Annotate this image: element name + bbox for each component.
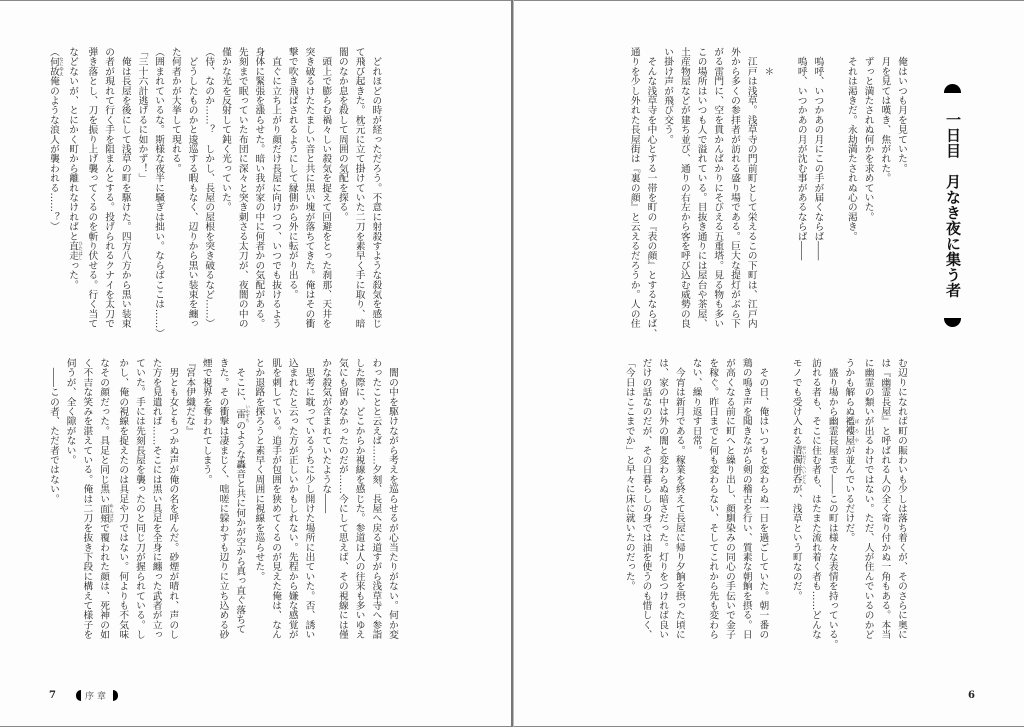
- text-column: 先刻まで眠っていた布団に深々と突き刺さる太刀が、夜闇の中の: [236, 47, 248, 329]
- text-column: 弾き落とし、刀を振り上げ襲ってくるのを斬り伏せる。行く当て: [86, 47, 98, 329]
- text-column: とか退路を探ろうと素早く周囲に視線を巡らせた。: [253, 358, 265, 582]
- page-number-right: 6: [968, 690, 975, 701]
- text-column: む辺りになれば町の賑わいも少しは落ち着くが、そのさらに奥に: [896, 358, 907, 640]
- text-column: 思考に耽っているうちに少し開けた場所に出ていた。否、誘い: [303, 358, 315, 640]
- right-page-upper-tier: [625, 47, 909, 337]
- text-column: がる雷門に、空を貫かんばかりにそびえる五重塔。見る物も多い: [712, 47, 724, 329]
- text-column: そんな浅草寺を中心とする一帯を町の『表の顔』とするならば、: [645, 47, 657, 338]
- text-column: 闇の中を駆けながら考えを巡らせるが心当たりがない。何か変: [387, 358, 398, 640]
- running-head-label: 序章: [85, 692, 110, 702]
- text-column: 肌を刺している。追手が包囲を狭めてくるのが見えた俺は、なん: [270, 358, 282, 640]
- ruby-reading: せいだくへいどん: [801, 445, 807, 485]
- text-column: ていた。手には先刻長屋を襲ったのと同じ刀が握られている。し: [133, 358, 145, 640]
- text-column: が高くなる前に町へと繰り出し、顔馴染みの同心の手伝いで金子: [723, 358, 735, 640]
- text-column: [825, 47, 842, 337]
- text-column: た方を見遣れば……そこには黒い具足を全身に纏った武者が立っ: [150, 358, 162, 640]
- text-segment: （: [47, 47, 59, 57]
- text-column: 今宵は新月である。稼業を終えて長屋に帰り夕餉を摂った頃に: [673, 358, 685, 640]
- text-column: [94, 358, 113, 648]
- text-segment: 俺のような浪人が襲われる……？）: [47, 76, 59, 232]
- text-segment: などないが、とにかく町から離れなければと: [67, 47, 79, 241]
- text-column: 込まれたと云った方が正しいかもしれない。先程から嫌な感覚が: [286, 358, 298, 640]
- text-column: た何者かが大挙して現れる。: [169, 47, 181, 174]
- ruby-reading: いかずち: [244, 404, 250, 423]
- text-column: [770, 358, 787, 648]
- text-column: 江戸は浅草。浅草寺の門前町として栄えるこの下町は、江戸内: [745, 47, 757, 329]
- text-column: 『宮本伊織だな』: [184, 358, 196, 436]
- ruby-word: [47, 56, 64, 77]
- text-segment: うかも解らぬ: [843, 358, 855, 417]
- text-column: どうしたものかと逡巡する暇もなく、辺りから黒い装束を纏っ: [186, 47, 198, 329]
- text-segment: った。: [67, 260, 79, 290]
- text-column: は、家の中は外の闇と変わらぬ暗さだった。灯りをつければ良い: [657, 358, 669, 640]
- text-column: [383, 47, 400, 337]
- text-column: 俺は長屋を後にして浅草の町を駆けた。四方八方から黒い装束: [119, 47, 131, 329]
- text-column: 僅かな光を反射して鈍く光っていた。: [219, 47, 231, 212]
- text-segment: モノでも受け入れる: [790, 358, 802, 446]
- title-ornament-bottom-icon: [944, 318, 961, 327]
- chapter-title: 一日目 月なき夜に集う者: [944, 112, 962, 298]
- ruby-word: [98, 503, 114, 523]
- text-column: その日、俺はいつもと変わらぬ一日を過ごしていた。朝一番の: [757, 358, 769, 640]
- text-column: わったことと云えば……夕刻、長屋へ戻る道すがら浅草寺へ参詣: [370, 358, 382, 640]
- text-column: それは渇きだ。永劫満たされぬ心の渇き。: [845, 47, 857, 241]
- ruby-reading: めんぼお: [108, 503, 114, 523]
- text-segment: のような轟音と共に何かが空から真っ直ぐ落ちて: [234, 420, 246, 634]
- ruby-reading: なにゆえ: [58, 56, 64, 77]
- text-column: い掛け声が飛び交う。: [662, 47, 674, 144]
- ruby-reading: ひたはし: [77, 241, 83, 261]
- text-column: 煙で視界を奪われてしまう。: [200, 358, 212, 485]
- text-column: した際に、どこからか視線を感じた。参道は人の往来も多いゆえ: [353, 358, 365, 640]
- ruby-base: 清濁併呑: [790, 445, 802, 485]
- right-page-lower-tier: [620, 358, 909, 648]
- text-column: [840, 358, 859, 648]
- text-column: て飛び起きた。枕元に立て掛けていた二刀を素早く手に取り、暗: [353, 47, 365, 329]
- text-column: 男とも女ともつかぬ声が俺の名を呼んだ。砂煙が晴れ、声のし: [167, 358, 179, 640]
- text-column: （囲まれているな。斯様な夜半に騒ぎは拙い。ならばここは……）: [153, 47, 165, 338]
- ruby-base: 襤褸屋: [843, 416, 855, 446]
- text-column: 撃で吹き飛ばされるようにして縁側から外に転がり出る。: [286, 47, 298, 300]
- text-column: 伺うが、全く隙がない。: [64, 358, 76, 465]
- text-column: を稼ぐ。昨日までと何も変わらない、そしてこれから先も変わら: [707, 358, 719, 640]
- text-column: かし、俺の視線を捉えたのは具足や刀ではない。何よりも不気味: [117, 358, 129, 640]
- text-column: [44, 47, 63, 337]
- text-column: 「三十六計逃げるに如かず！」: [136, 47, 148, 183]
- text-column: 直ぐに立ち上がり顔だけ長屋に向けつつ、いつでも抜けるよう: [270, 47, 282, 329]
- text-column: 月を見ては嘆き、焦がれた。: [879, 47, 891, 183]
- half-circle-right-icon: [113, 690, 118, 701]
- ruby-reading: ぼろや: [853, 416, 859, 446]
- text-segment: が、浅草という町なのだ。: [790, 484, 802, 601]
- text-column: （侍、なのか……？ しかし、長屋の屋根を突き破るなど……）: [203, 47, 215, 329]
- text-column: きた。その衝撃は凄まじく、咄嗟に躱わすも辺りに立ち込める砂: [217, 358, 229, 640]
- ruby-base: 何故: [47, 56, 59, 77]
- text-column: 頭上で膨らむ禍々しい殺気を捉えて回避をとった刹那、天井を: [320, 47, 332, 329]
- text-column: 訪れる者も、そこに住む者も、はたまた流れ着く者も……どんな: [809, 358, 821, 640]
- text-column: かな殺気が含まれていたような――: [320, 358, 332, 514]
- text-column: 身体に緊張を漲らせた。暗い我が家の中に何者かの気配がある。: [253, 47, 265, 329]
- page-number-left: 7: [49, 690, 56, 701]
- text-column: に幽霊の類いが出るわけではない。ただ、人が住んでいるのかど: [862, 358, 874, 640]
- text-column: ――この者、ただ者ではない。: [47, 358, 59, 504]
- ruby-word: [843, 416, 859, 446]
- text-column: この場所はいつも人で溢れている。目抜き通りには屋台や茶屋、: [695, 47, 707, 329]
- text-column: だけの話なのだが、その日暮らしの身では油を使うのも惜しく、: [640, 358, 652, 640]
- ruby-base: 雷: [234, 404, 246, 423]
- running-head: [76, 689, 118, 702]
- text-column: [775, 47, 792, 337]
- half-circle-left-icon: [76, 690, 81, 701]
- text-column: 俺はいつも月を見ていた。: [896, 47, 907, 174]
- text-column: 嗚呼、いつかあの月が沈む事があるならば――: [795, 47, 807, 261]
- text-column: [787, 358, 806, 648]
- text-column: の者が現れて行く手を阻まんとする。投げられるクナイを太刀で: [103, 47, 115, 329]
- text-column: 外から多くの参拝者が訪れる盛り場である。巨大な提灯がぶら下: [728, 47, 740, 329]
- text-column: 盛り場から幽霊長屋まで――この町は様々な表情を持っている。: [826, 358, 838, 649]
- left-page-lower-tier: [44, 358, 400, 648]
- ruby-word: [234, 404, 250, 423]
- ruby-base: 面頬: [98, 503, 110, 523]
- text-column: ＊: [762, 47, 774, 77]
- text-column: 通りを少し外れた長屋街は『裏の顔』と云えるだろうか。人の住: [628, 47, 640, 329]
- text-column: 突き破るけたたましい音と共に黒い塊が落ちてきた。俺はその衝: [303, 47, 315, 329]
- text-segment: が並んでいるだけだ。: [843, 445, 855, 543]
- ruby-base: 直走: [67, 241, 79, 261]
- text-column: [230, 358, 249, 648]
- text-column: ない、繰り返す日常。: [690, 358, 702, 455]
- ruby-word: [67, 241, 83, 261]
- text-column: は『幽霊長屋』と呼ばれる人の全く寄り付かぬ一角もある。本当: [879, 358, 891, 640]
- text-column: 気にも留めなかったのだが……今にして思えば、その視線には僅: [336, 358, 348, 640]
- text-column: く不吉な笑みを湛えている。俺は二刀を抜き下段に構えて様子を: [81, 358, 93, 640]
- title-ornament-top-icon: [944, 84, 961, 93]
- text-column: 嗚呼、いつかあの月にこの手が届くならば――: [812, 47, 824, 261]
- text-segment: なその顔だった。具足と同じ黒い: [98, 358, 110, 504]
- text-column: 土産物屋などが建ち並び、通りの右左から客を呼び込む威勢の良: [678, 47, 690, 329]
- text-segment: そこに、: [234, 358, 246, 407]
- text-column: どれほどの時が経っただろう。不意に射殺すような殺気を感じ: [370, 47, 382, 329]
- ruby-word: [790, 445, 807, 485]
- text-column: ずっと満たされぬ何かを求めていた。: [862, 47, 874, 222]
- text-column: 鶏の鳴き声を聞きながら剣の稽古を行い、質素な朝餉を摂る。日: [740, 358, 752, 640]
- text-column: [63, 47, 82, 337]
- left-page-upper-tier: [44, 47, 400, 337]
- book-gutter-shadow: [513, 0, 514, 727]
- text-column: 闇のなか息を殺して周囲の気配を探る。: [336, 47, 348, 222]
- text-column: 「今日はここまでか」と早々に床に就いたのだった。: [623, 358, 635, 591]
- text-segment: で覆われた顔は、死神の如: [98, 522, 110, 640]
